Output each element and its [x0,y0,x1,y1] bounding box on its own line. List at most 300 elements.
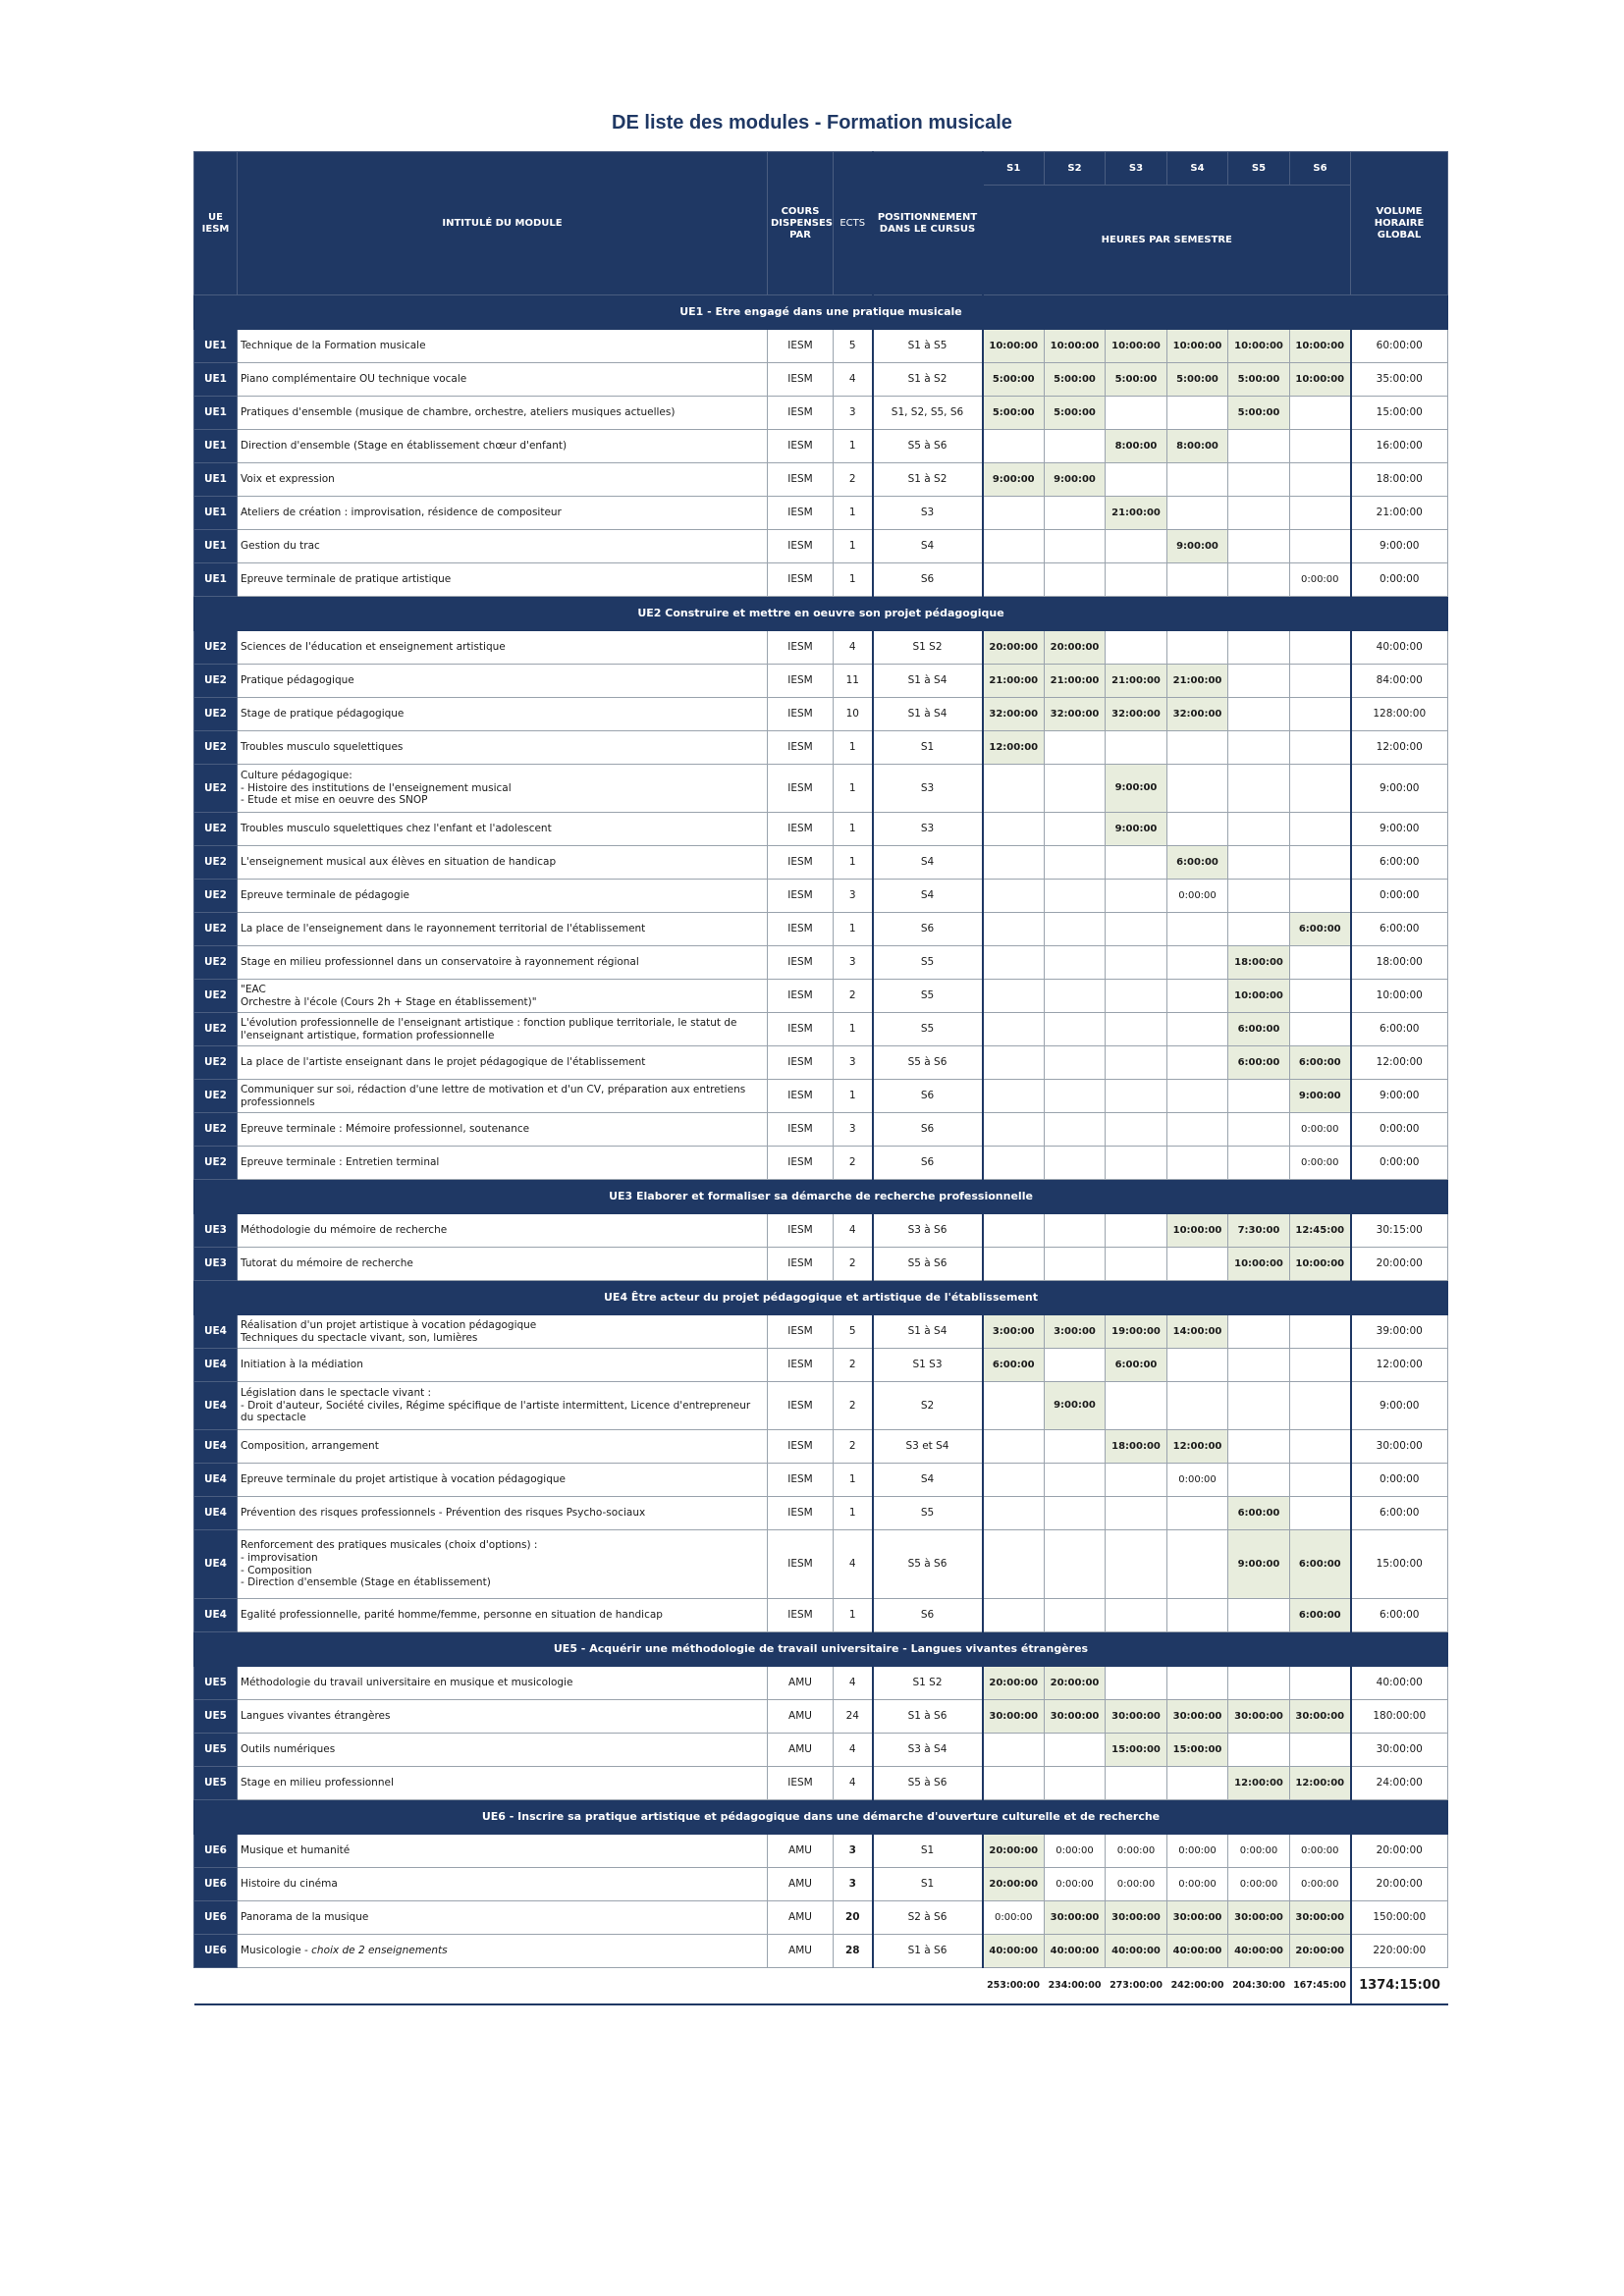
hours-s6 [1290,1667,1351,1700]
hours-s4: 0:00:00 [1167,1835,1228,1868]
module-name-text: Renforcement des pratiques musicales (choix d'options) : - improvisation - Composition - Direction d'ensemble (Stage en établissement) [241,1539,538,1589]
hours-s4 [1167,497,1228,530]
module-name-text: Epreuve terminale : Entretien terminal [241,1156,440,1169]
hours-s2: 40:00:00 [1045,1935,1106,1968]
positionnement: S5 à S6 [873,1767,983,1800]
modules-body [194,295,1448,2005]
total-s1: 253:00:00 [983,1968,1045,2005]
col-header-s6: S6 [1290,152,1351,186]
ects-value: 1 [834,1013,873,1046]
module-name [238,563,768,597]
volume-global: 39:00:00 [1351,1315,1448,1349]
module-name-text: Stage de pratique pédagogique [241,708,405,721]
table-row [194,1530,1448,1599]
hours-s4 [1167,1667,1228,1700]
hours-s3: 9:00:00 [1106,765,1167,813]
ects-value: 1 [834,1497,873,1530]
module-name [238,1901,768,1935]
cours-dispenses-par: IESM [768,1599,834,1632]
volume-global: 30:15:00 [1351,1214,1448,1248]
volume-global: 21:00:00 [1351,497,1448,530]
hours-s4: 10:00:00 [1167,330,1228,363]
ue-code: UE2 [194,946,238,980]
hours-s2 [1045,1734,1106,1767]
hours-s2 [1045,530,1106,563]
positionnement: S5 [873,946,983,980]
module-name [238,1214,768,1248]
hours-s1 [983,1113,1045,1147]
module-name [238,1046,768,1080]
hours-s6: 9:00:00 [1290,1080,1351,1113]
volume-global: 220:00:00 [1351,1935,1448,1968]
hours-s1 [983,497,1045,530]
ects-value: 2 [834,980,873,1013]
module-name-text: Gestion du trac [241,540,320,553]
hours-s6: 12:45:00 [1290,1214,1351,1248]
module-name-text: Technique de la Formation musicale [241,340,426,352]
module-name-text: Musicologie - [241,1945,312,1957]
hours-s2 [1045,1248,1106,1281]
hours-s3 [1106,563,1167,597]
volume-global: 30:00:00 [1351,1430,1448,1464]
hours-s2 [1045,1147,1106,1180]
cours-dispenses-par: IESM [768,1013,834,1046]
hours-s5: 7:30:00 [1228,1214,1290,1248]
module-name [238,363,768,397]
hours-s1 [983,765,1045,813]
table-row [194,1599,1448,1632]
positionnement: S4 [873,846,983,880]
module-name-text: Sciences de l'éducation et enseignement artistique [241,641,506,654]
module-name-text: L'évolution professionnelle de l'enseignant artistique : fonction publique territoriale, le statut de l'enseignant artistique, formation professionnelle [241,1016,737,1041]
total-s4: 242:00:00 [1167,1968,1228,2005]
volume-global: 12:00:00 [1351,731,1448,765]
ue-code: UE4 [194,1464,238,1497]
table-row [194,330,1448,363]
table-row [194,1214,1448,1248]
hours-s2 [1045,765,1106,813]
ue-code: UE6 [194,1935,238,1968]
hours-s3: 6:00:00 [1106,1349,1167,1382]
ects-value: 3 [834,1868,873,1901]
table-row [194,430,1448,463]
hours-s2 [1045,563,1106,597]
hours-s6 [1290,1315,1351,1349]
hours-s2 [1045,846,1106,880]
module-name-text: Epreuve terminale : Mémoire professionnel, soutenance [241,1123,530,1136]
positionnement: S3 [873,765,983,813]
hours-s6 [1290,397,1351,430]
cours-dispenses-par: IESM [768,913,834,946]
hours-s5 [1228,1315,1290,1349]
module-name-text: Initiation à la médiation [241,1359,363,1371]
module-name-text: Troubles musculo squelettiques chez l'enfant et l'adolescent [241,823,552,835]
hours-s4: 10:00:00 [1167,1214,1228,1248]
hours-s4 [1167,563,1228,597]
ects-value: 4 [834,1667,873,1700]
hours-s2 [1045,1599,1106,1632]
ects-value: 5 [834,330,873,363]
volume-global: 6:00:00 [1351,1013,1448,1046]
hours-s5 [1228,880,1290,913]
cours-dispenses-par: AMU [768,1935,834,1968]
table-row [194,846,1448,880]
cours-dispenses-par: IESM [768,1248,834,1281]
cours-dispenses-par: IESM [768,1530,834,1599]
ects-value: 2 [834,1382,873,1430]
ue-code: UE4 [194,1430,238,1464]
module-name [238,631,768,665]
col-header-ue: UE IESM [194,152,238,295]
positionnement: S3 à S6 [873,1214,983,1248]
table-row [194,1147,1448,1180]
ects-value: 1 [834,430,873,463]
hours-s6 [1290,846,1351,880]
hours-s4: 32:00:00 [1167,698,1228,731]
cours-dispenses-par: IESM [768,1349,834,1382]
hours-s6: 6:00:00 [1290,1599,1351,1632]
hours-s1: 20:00:00 [983,631,1045,665]
hours-s4: 6:00:00 [1167,846,1228,880]
ue-code: UE2 [194,846,238,880]
table-row [194,397,1448,430]
positionnement: S1 à S4 [873,665,983,698]
module-name [238,1248,768,1281]
hours-s3: 30:00:00 [1106,1901,1167,1935]
hours-s3 [1106,980,1167,1013]
module-name-text: Histoire du cinéma [241,1878,338,1891]
hours-s6: 12:00:00 [1290,1767,1351,1800]
hours-s5: 12:00:00 [1228,1767,1290,1800]
hours-s2 [1045,1046,1106,1080]
hours-s4 [1167,731,1228,765]
ects-value: 4 [834,1214,873,1248]
table-row [194,363,1448,397]
hours-s5 [1228,846,1290,880]
ue-code: UE1 [194,530,238,563]
volume-global: 6:00:00 [1351,846,1448,880]
hours-s2: 9:00:00 [1045,463,1106,497]
ue-code: UE6 [194,1868,238,1901]
hours-s2 [1045,980,1106,1013]
hours-s4 [1167,813,1228,846]
hours-s6: 30:00:00 [1290,1901,1351,1935]
module-name-text: Méthodologie du mémoire de recherche [241,1224,448,1237]
hours-s1 [983,1013,1045,1046]
ects-value: 3 [834,1046,873,1080]
hours-s4: 30:00:00 [1167,1901,1228,1935]
hours-s4 [1167,1530,1228,1599]
hours-s1 [983,1248,1045,1281]
volume-global: 0:00:00 [1351,1147,1448,1180]
positionnement: S1 S3 [873,1349,983,1382]
hours-s5 [1228,497,1290,530]
positionnement: S5 à S6 [873,1046,983,1080]
hours-s4 [1167,1080,1228,1113]
module-name-text: Pratique pédagogique [241,674,354,687]
ects-value: 2 [834,1430,873,1464]
ue-code: UE6 [194,1835,238,1868]
hours-s3: 19:00:00 [1106,1315,1167,1349]
hours-s4 [1167,1147,1228,1180]
hours-s3 [1106,1382,1167,1430]
hours-s6 [1290,1430,1351,1464]
positionnement: S5 [873,980,983,1013]
cours-dispenses-par: IESM [768,665,834,698]
ue-code: UE2 [194,813,238,846]
col-header-position: POSITIONNEMENT DANS LE CURSUS [873,152,983,295]
cours-dispenses-par: IESM [768,1315,834,1349]
ects-value: 4 [834,1767,873,1800]
table-row [194,1464,1448,1497]
hours-s3 [1106,1530,1167,1599]
hours-s6 [1290,497,1351,530]
module-name-text: Voix et expression [241,473,335,486]
module-name [238,1349,768,1382]
hours-s3: 5:00:00 [1106,363,1167,397]
hours-s3: 0:00:00 [1106,1868,1167,1901]
ue-code: UE1 [194,563,238,597]
totals-blank [194,1968,983,2005]
module-name-text: Troubles musculo squelettiques [241,741,404,754]
module-name-text: Législation dans le spectacle vivant : - Droit d'auteur, Société civiles, Régime spécifique de l'artiste intermittent, Licence d'entrepreneur du spectacle [241,1387,751,1424]
totals-row [194,1968,1448,2005]
cours-dispenses-par: IESM [768,530,834,563]
positionnement: S6 [873,913,983,946]
ue-code: UE2 [194,765,238,813]
ue-code: UE4 [194,1599,238,1632]
cours-dispenses-par: IESM [768,563,834,597]
positionnement: S1 à S4 [873,1315,983,1349]
volume-global: 18:00:00 [1351,946,1448,980]
module-name [238,765,768,813]
hours-s4 [1167,946,1228,980]
hours-s3 [1106,1046,1167,1080]
hours-s2: 5:00:00 [1045,397,1106,430]
module-name [238,946,768,980]
table-row [194,665,1448,698]
positionnement: S6 [873,1599,983,1632]
cours-dispenses-par: IESM [768,813,834,846]
hours-s2 [1045,1080,1106,1113]
module-name [238,1315,768,1349]
positionnement: S4 [873,880,983,913]
hours-s4: 21:00:00 [1167,665,1228,698]
ue-code: UE4 [194,1315,238,1349]
positionnement: S1 à S6 [873,1700,983,1734]
hours-s6: 0:00:00 [1290,1113,1351,1147]
grand-total: 1374:15:00 [1351,1968,1448,2005]
hours-s4: 14:00:00 [1167,1315,1228,1349]
positionnement: S6 [873,1113,983,1147]
module-name-text: Egalité professionnelle, parité homme/femme, personne en situation de handicap [241,1609,663,1622]
module-name-text: Stage en milieu professionnel [241,1777,394,1789]
table-row [194,1248,1448,1281]
module-name [238,1835,768,1868]
volume-global: 40:00:00 [1351,1667,1448,1700]
ects-value: 28 [834,1935,873,1968]
ue-code: UE5 [194,1667,238,1700]
table-row [194,731,1448,765]
positionnement: S1 S2 [873,1667,983,1700]
hours-s1 [983,1382,1045,1430]
hours-s3: 40:00:00 [1106,1935,1167,1968]
module-name [238,1935,768,1968]
hours-s4 [1167,1349,1228,1382]
section-title: UE4 Être acteur du projet pédagogique et artistique de l'établissement [194,1281,1448,1315]
hours-s1: 5:00:00 [983,397,1045,430]
hours-s6 [1290,765,1351,813]
hours-s6 [1290,463,1351,497]
cours-dispenses-par: AMU [768,1734,834,1767]
hours-s6: 6:00:00 [1290,1046,1351,1080]
hours-s2: 0:00:00 [1045,1868,1106,1901]
volume-global: 0:00:00 [1351,880,1448,913]
positionnement: S5 à S6 [873,1530,983,1599]
section-header-row [194,295,1448,330]
hours-s2: 0:00:00 [1045,1835,1106,1868]
cours-dispenses-par: IESM [768,1497,834,1530]
hours-s5 [1228,563,1290,597]
hours-s2: 3:00:00 [1045,1315,1106,1349]
table-row [194,631,1448,665]
hours-s5: 6:00:00 [1228,1497,1290,1530]
ects-value: 1 [834,765,873,813]
hours-s5 [1228,631,1290,665]
module-name [238,530,768,563]
hours-s3 [1106,463,1167,497]
ue-code: UE1 [194,497,238,530]
hours-s5 [1228,463,1290,497]
hours-s5 [1228,1147,1290,1180]
module-name-text: Stage en milieu professionnel dans un conservatoire à rayonnement régional [241,956,639,969]
section-title: UE2 Construire et mettre en oeuvre son projet pédagogique [194,597,1448,631]
modules-table [193,151,1448,2005]
positionnement: S1 à S5 [873,330,983,363]
ects-value: 3 [834,1113,873,1147]
hours-s5 [1228,1430,1290,1464]
hours-s5 [1228,430,1290,463]
hours-s5 [1228,698,1290,731]
hours-s4 [1167,1599,1228,1632]
module-name-text: Culture pédagogique: - Histoire des institutions de l'enseignement musical - Etude et mise en oeuvre des SNOP [241,770,512,807]
volume-global: 24:00:00 [1351,1767,1448,1800]
hours-s4: 15:00:00 [1167,1734,1228,1767]
total-s3: 273:00:00 [1106,1968,1167,2005]
module-name-text: Piano complémentaire OU technique vocale [241,373,467,386]
hours-s4: 0:00:00 [1167,880,1228,913]
ue-code: UE3 [194,1248,238,1281]
ue-code: UE1 [194,330,238,363]
hours-s6 [1290,665,1351,698]
hours-s4 [1167,913,1228,946]
volume-global: 20:00:00 [1351,1248,1448,1281]
hours-s6 [1290,1382,1351,1430]
table-row [194,1497,1448,1530]
hours-s5: 30:00:00 [1228,1901,1290,1935]
table-row [194,980,1448,1013]
hours-s4 [1167,980,1228,1013]
hours-s6 [1290,1464,1351,1497]
cours-dispenses-par: IESM [768,430,834,463]
hours-s5: 10:00:00 [1228,1248,1290,1281]
hours-s1 [983,1530,1045,1599]
ects-value: 10 [834,698,873,731]
ects-value: 4 [834,631,873,665]
module-name [238,330,768,363]
hours-s4: 30:00:00 [1167,1700,1228,1734]
total-s5: 204:30:00 [1228,1968,1290,2005]
hours-s3 [1106,1497,1167,1530]
module-name [238,1080,768,1113]
ue-code: UE4 [194,1382,238,1430]
module-name-text: "EAC Orchestre à l'école (Cours 2h + Stage en établissement)" [241,983,537,1008]
hours-s1: 0:00:00 [983,1901,1045,1935]
hours-s3 [1106,397,1167,430]
cours-dispenses-par: AMU [768,1901,834,1935]
hours-s3 [1106,1767,1167,1800]
hours-s4: 12:00:00 [1167,1430,1228,1464]
ue-code: UE1 [194,363,238,397]
cours-dispenses-par: AMU [768,1667,834,1700]
hours-s2: 20:00:00 [1045,631,1106,665]
hours-s1 [983,1497,1045,1530]
volume-global: 6:00:00 [1351,1497,1448,1530]
hours-s1: 9:00:00 [983,463,1045,497]
hours-s6: 10:00:00 [1290,330,1351,363]
volume-global: 84:00:00 [1351,665,1448,698]
hours-s5 [1228,1080,1290,1113]
hours-s1: 32:00:00 [983,698,1045,731]
hours-s2 [1045,946,1106,980]
ects-value: 3 [834,1835,873,1868]
ue-code: UE6 [194,1901,238,1935]
hours-s3 [1106,1113,1167,1147]
ue-code: UE1 [194,463,238,497]
ects-value: 2 [834,1248,873,1281]
volume-global: 15:00:00 [1351,1530,1448,1599]
hours-s1 [983,1599,1045,1632]
hours-s5 [1228,1464,1290,1497]
cours-dispenses-par: IESM [768,765,834,813]
hours-s5 [1228,530,1290,563]
hours-s5: 5:00:00 [1228,363,1290,397]
hours-s2 [1045,1464,1106,1497]
module-name-text: Pratiques d'ensemble (musique de chambre, orchestre, ateliers musiques actuelles) [241,406,676,419]
hours-s5: 0:00:00 [1228,1868,1290,1901]
hours-s3: 32:00:00 [1106,698,1167,731]
module-name-text: Ateliers de création : improvisation, résidence de compositeur [241,507,562,519]
hours-s6 [1290,530,1351,563]
hours-s3 [1106,530,1167,563]
hours-s6 [1290,880,1351,913]
ue-code: UE2 [194,631,238,665]
section-header-row [194,597,1448,631]
hours-s5: 6:00:00 [1228,1013,1290,1046]
table-row [194,1667,1448,1700]
cours-dispenses-par: IESM [768,1767,834,1800]
cours-dispenses-par: IESM [768,880,834,913]
module-name-text: Panorama de la musique [241,1911,369,1924]
hours-s5: 5:00:00 [1228,397,1290,430]
hours-s5 [1228,1734,1290,1767]
hours-s6: 20:00:00 [1290,1935,1351,1968]
hours-s2: 30:00:00 [1045,1700,1106,1734]
semester-header-row [194,152,1448,186]
cours-dispenses-par: IESM [768,698,834,731]
col-header-intitule: INTITULÉ DU MODULE [238,152,768,295]
hours-s3: 21:00:00 [1106,497,1167,530]
